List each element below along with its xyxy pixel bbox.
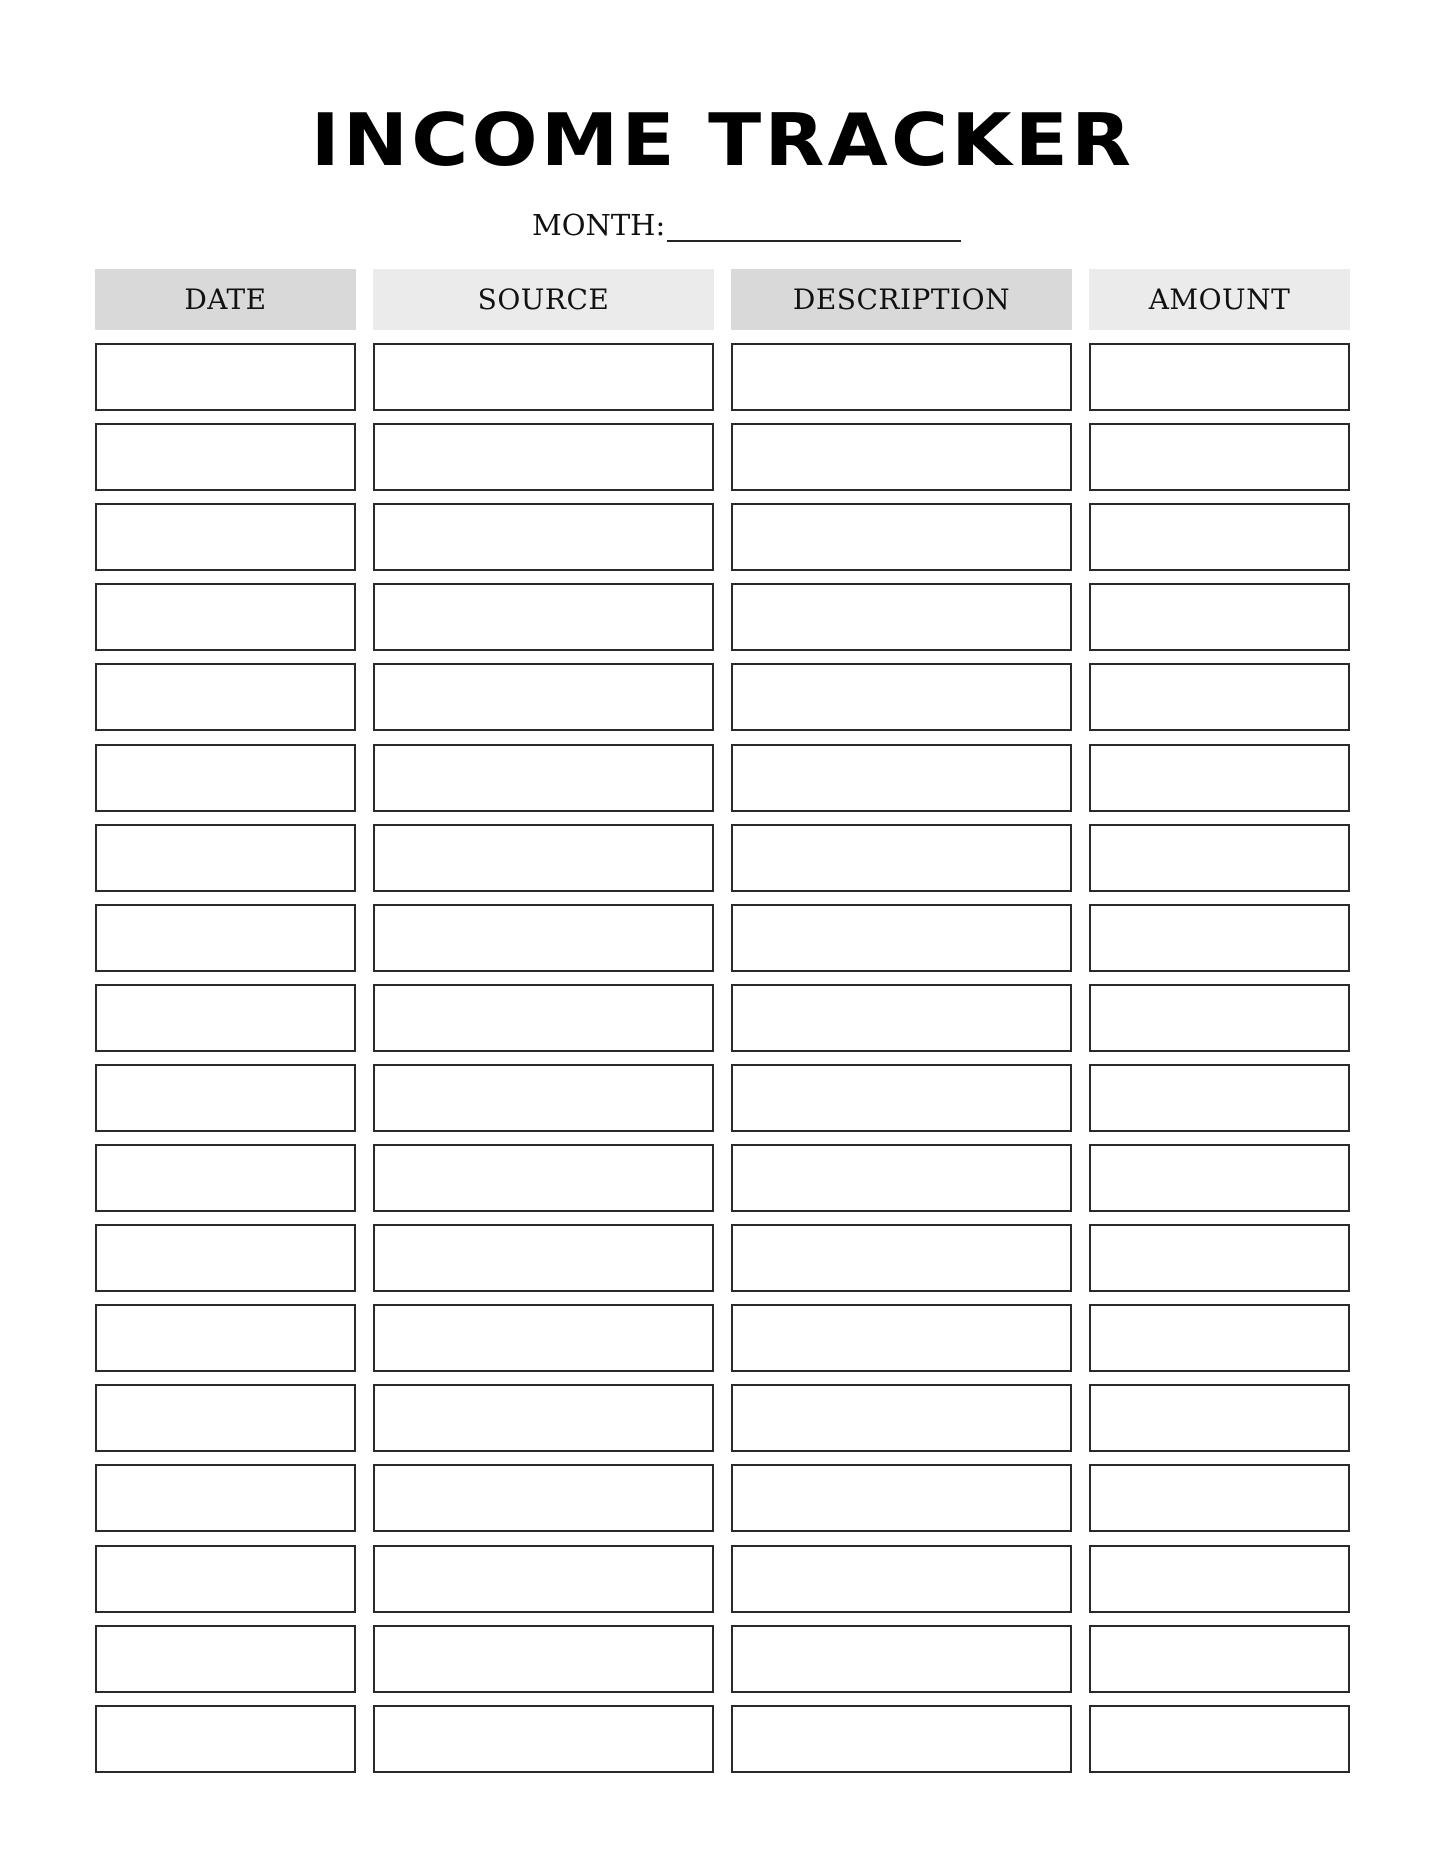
cell-amount[interactable] — [1089, 1625, 1350, 1693]
cell-amount[interactable] — [1089, 1224, 1350, 1292]
cell-description[interactable] — [731, 343, 1072, 411]
cell-description[interactable] — [731, 984, 1072, 1052]
cell-date[interactable] — [95, 1144, 356, 1212]
cell-source[interactable] — [373, 1064, 714, 1132]
cell-date[interactable] — [95, 984, 356, 1052]
cell-amount[interactable] — [1089, 904, 1350, 972]
cell-source[interactable] — [373, 1224, 714, 1292]
cell-description[interactable] — [731, 583, 1072, 651]
cell-amount[interactable] — [1089, 984, 1350, 1052]
cell-date[interactable] — [95, 1304, 356, 1372]
column-header-amount: AMOUNT — [1089, 269, 1350, 330]
cell-date[interactable] — [95, 343, 356, 411]
cell-date[interactable] — [95, 904, 356, 972]
month-label: MONTH: — [532, 208, 666, 242]
cell-source[interactable] — [373, 1545, 714, 1613]
cell-description[interactable] — [731, 744, 1072, 812]
cell-amount[interactable] — [1089, 1384, 1350, 1452]
cell-source[interactable] — [373, 343, 714, 411]
cell-amount[interactable] — [1089, 1144, 1350, 1212]
cell-date[interactable] — [95, 1545, 356, 1613]
cell-date[interactable] — [95, 1224, 356, 1292]
column-header-date: DATE — [95, 269, 356, 330]
cell-description[interactable] — [731, 423, 1072, 491]
cell-amount[interactable] — [1089, 1464, 1350, 1532]
cell-source[interactable] — [373, 423, 714, 491]
cell-description[interactable] — [731, 663, 1072, 731]
cell-description[interactable] — [731, 904, 1072, 972]
cell-date[interactable] — [95, 824, 356, 892]
cell-amount[interactable] — [1089, 583, 1350, 651]
cell-amount[interactable] — [1089, 663, 1350, 731]
cell-description[interactable] — [731, 1625, 1072, 1693]
cell-date[interactable] — [95, 1625, 356, 1693]
cell-description[interactable] — [731, 1545, 1072, 1613]
cell-source[interactable] — [373, 1304, 714, 1372]
cell-amount[interactable] — [1089, 824, 1350, 892]
cell-source[interactable] — [373, 1705, 714, 1773]
cell-description[interactable] — [731, 1224, 1072, 1292]
cell-source[interactable] — [373, 984, 714, 1052]
cell-date[interactable] — [95, 663, 356, 731]
cell-source[interactable] — [373, 583, 714, 651]
cell-date[interactable] — [95, 583, 356, 651]
cell-amount[interactable] — [1089, 343, 1350, 411]
cell-date[interactable] — [95, 1705, 356, 1773]
column-header-description: DESCRIPTION — [731, 269, 1072, 330]
cell-date[interactable] — [95, 423, 356, 491]
cell-description[interactable] — [731, 824, 1072, 892]
cell-source[interactable] — [373, 503, 714, 571]
cell-date[interactable] — [95, 503, 356, 571]
cell-amount[interactable] — [1089, 1705, 1350, 1773]
cell-description[interactable] — [731, 503, 1072, 571]
cell-amount[interactable] — [1089, 1304, 1350, 1372]
cell-source[interactable] — [373, 744, 714, 812]
cell-amount[interactable] — [1089, 1064, 1350, 1132]
cell-source[interactable] — [373, 1144, 714, 1212]
cell-description[interactable] — [731, 1384, 1072, 1452]
cell-date[interactable] — [95, 1064, 356, 1132]
cell-amount[interactable] — [1089, 1545, 1350, 1613]
month-field-row — [532, 208, 961, 242]
cell-source[interactable] — [373, 1625, 714, 1693]
cell-description[interactable] — [731, 1144, 1072, 1212]
cell-source[interactable] — [373, 824, 714, 892]
cell-source[interactable] — [373, 904, 714, 972]
cell-amount[interactable] — [1089, 503, 1350, 571]
cell-source[interactable] — [373, 1464, 714, 1532]
cell-date[interactable] — [95, 1464, 356, 1532]
cell-description[interactable] — [731, 1705, 1072, 1773]
month-input-line[interactable] — [667, 212, 961, 242]
cell-description[interactable] — [731, 1304, 1072, 1372]
cell-description[interactable] — [731, 1464, 1072, 1532]
cell-date[interactable] — [95, 744, 356, 812]
page-title: INCOME TRACKER — [310, 98, 1135, 182]
cell-date[interactable] — [95, 1384, 356, 1452]
cell-amount[interactable] — [1089, 423, 1350, 491]
cell-description[interactable] — [731, 1064, 1072, 1132]
cell-amount[interactable] — [1089, 744, 1350, 812]
column-header-source: SOURCE — [373, 269, 714, 330]
cell-source[interactable] — [373, 1384, 714, 1452]
cell-source[interactable] — [373, 663, 714, 731]
